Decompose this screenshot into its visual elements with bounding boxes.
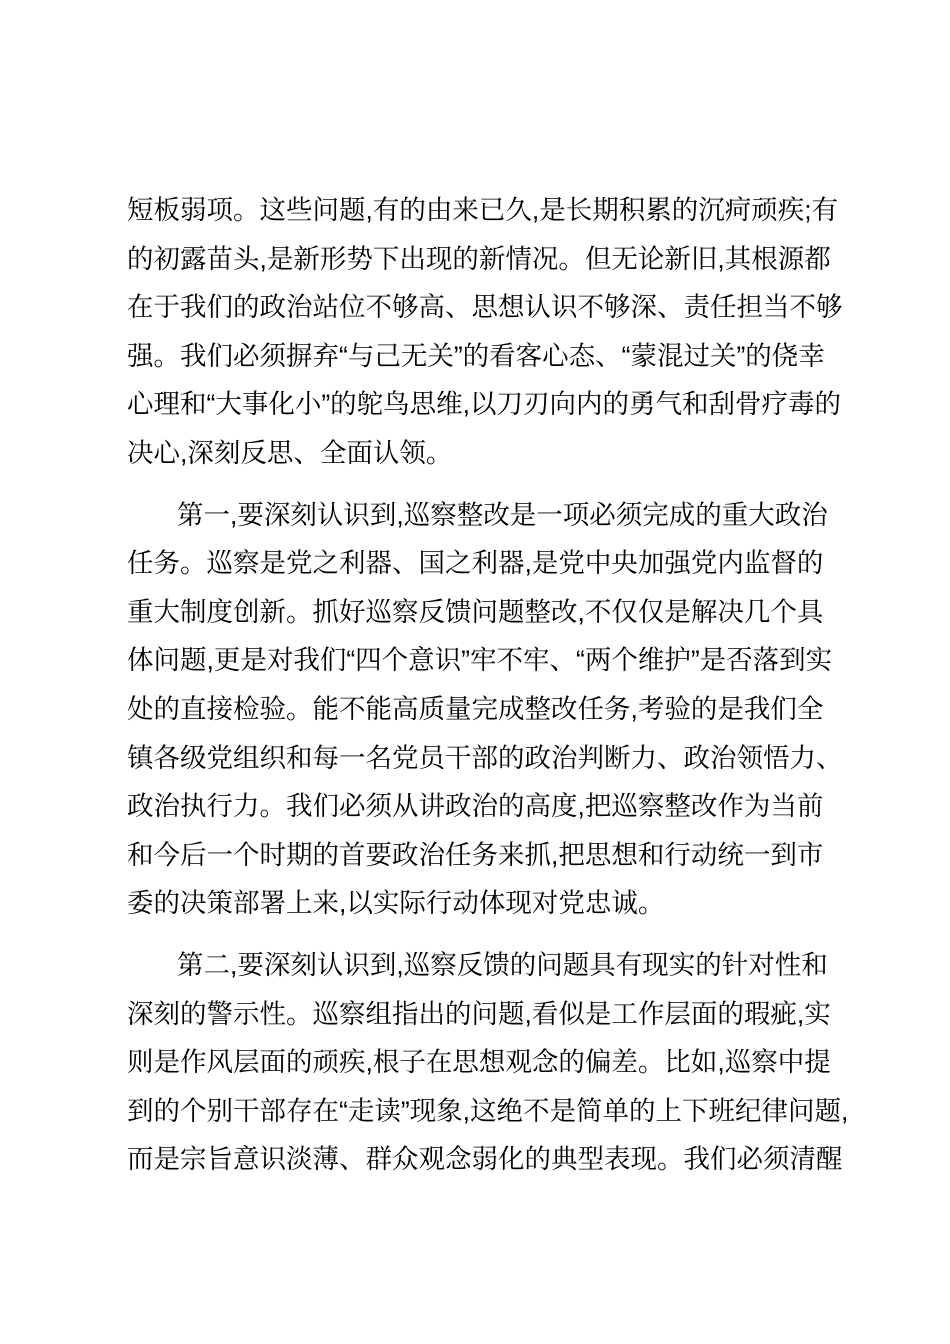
text-line: 则是作风层面的顽疾,根子在思想观念的偏差。比如,巡察中提	[127, 1047, 831, 1078]
text-line: 到的个别干部存在“走读”现象,这绝不是简单的上下班纪律问题,	[127, 1095, 849, 1126]
text-line: 决心,深刻反思、全面认领。	[127, 437, 453, 468]
paragraph-3	[127, 941, 849, 1184]
text-line: 心理和“大事化小”的鸵鸟思维,以刀刃向内的勇气和刮骨疗毒的	[127, 389, 842, 420]
text-line: 镇各级党组织和每一名党员干部的政治判断力、政治领悟力、	[127, 742, 843, 773]
text-line: 委的决策部署上来,以实际行动体现对党忠诚。	[127, 888, 665, 919]
text-line: 体问题,更是对我们“四个意识”牢不牢、“两个维护”是否落到实	[127, 645, 833, 676]
text-line: 深刻的警示性。巡察组指出的问题,看似是工作层面的瑕疵,实	[127, 998, 831, 1029]
text-line: 政治执行力。我们必须从讲政治的高度,把巡察整改作为当前	[127, 791, 824, 822]
text-line: 第一,要深刻认识到,巡察整改是一项必须完成的重大政治	[177, 499, 828, 530]
text-line: 任务。巡察是党之利器、国之利器,是党中央加强党内监督的	[127, 548, 824, 579]
text-line: 而是宗旨意识淡薄、群众观念弱化的典型表现。我们必须清醒	[127, 1144, 843, 1175]
paragraph-2	[127, 491, 843, 928]
text-line: 和今后一个时期的首要政治任务来抓,把思想和行动统一到市	[127, 839, 824, 870]
text-line: 短板弱项。这些问题,有的由来已久,是长期积累的沉疴顽疾;有	[127, 195, 839, 225]
text-line: 第二,要深刻认识到,巡察反馈的问题具有现实的针对性和	[177, 949, 828, 980]
document-text-block	[127, 186, 849, 1184]
text-line: 在于我们的政治站位不够高、思想认识不够深、责任担当不够	[127, 292, 843, 323]
text-line: 强。我们必须摒弃“与己无关”的看客心态、“蒙混过关”的侥幸	[127, 340, 825, 371]
text-line: 的初露苗头,是新形势下出现的新情况。但无论新旧,其根源都	[127, 243, 831, 274]
paragraph-1	[127, 186, 843, 478]
text-line: 重大制度创新。抓好巡察反馈问题整改,不仅仅是解决几个具	[127, 596, 824, 627]
text-line: 处的直接检验。能不能高质量完成整改任务,考验的是我们全	[127, 693, 824, 724]
